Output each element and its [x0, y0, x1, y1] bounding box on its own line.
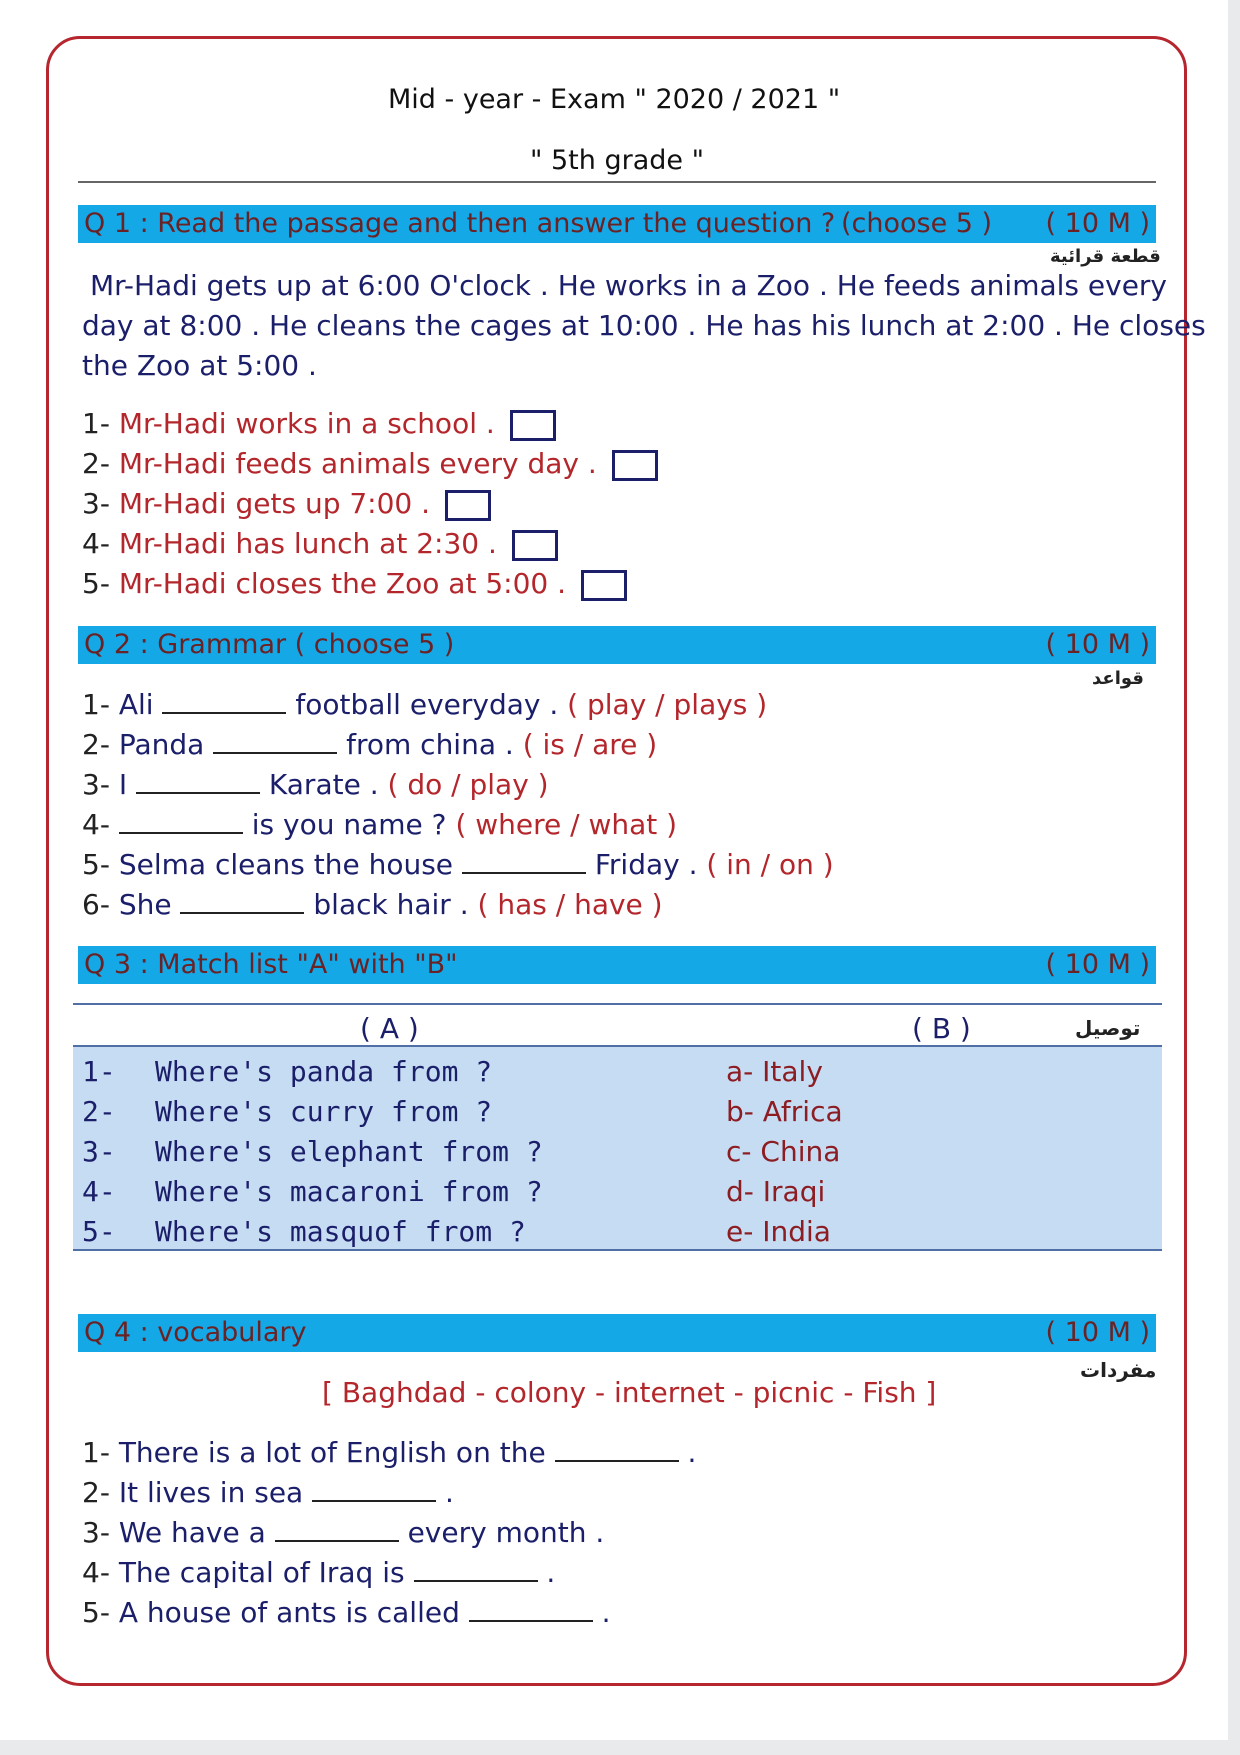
q2-item-5 — [82, 848, 834, 881]
match-top-rule — [73, 1003, 1162, 1005]
q2-arabic-label: قواعد — [1092, 668, 1144, 689]
match-row-number: 3- — [82, 1135, 116, 1168]
column-a-header: ( A ) — [360, 1012, 419, 1045]
answer-blank[interactable] — [136, 768, 260, 794]
q4-item-number: 2- — [82, 1476, 110, 1509]
q1-item-2 — [82, 447, 658, 481]
q1-item-text: Mr-Hadi works in a school . — [118, 407, 495, 440]
passage-line-3: the Zoo at 5:00 . — [82, 349, 317, 382]
q3-arabic-label: توصيل — [1075, 1016, 1141, 1040]
q1-marks: ( 10 M ) — [1045, 208, 1150, 239]
q4-item-3 — [82, 1516, 604, 1549]
q2-item-options: ( is / are ) — [522, 728, 658, 761]
match-answer: e- India — [726, 1215, 831, 1248]
match-row-number: 2- — [82, 1095, 116, 1128]
q4-heading: Q 4 : vocabulary — [84, 1317, 307, 1348]
answer-blank[interactable] — [469, 1596, 593, 1622]
answer-blank[interactable] — [213, 728, 337, 754]
q3-heading: Q 3 : Match list "A" with "B" — [84, 949, 458, 980]
answer-checkbox[interactable] — [510, 410, 556, 441]
q1-item-number: 3- — [82, 487, 110, 520]
q2-item-options: ( where / what ) — [455, 808, 678, 841]
answer-blank[interactable] — [162, 688, 286, 714]
q4-marks: ( 10 M ) — [1045, 1317, 1150, 1348]
q4-item-text: It lives in sea — [118, 1476, 304, 1509]
match-question: Where's macaroni from ? — [155, 1175, 543, 1208]
q4-item-2 — [82, 1476, 454, 1509]
q4-item-after: . — [687, 1436, 697, 1469]
answer-blank[interactable] — [312, 1476, 436, 1502]
q2-item-after: is you name ? — [251, 808, 447, 841]
q1-item-text: Mr-Hadi gets up 7:00 . — [118, 487, 431, 520]
q3-marks: ( 10 M ) — [1045, 949, 1150, 980]
q4-header — [78, 1314, 1156, 1352]
q1-item-1 — [82, 407, 556, 441]
q2-heading: Q 2 : Grammar ( choose 5 ) — [84, 629, 455, 660]
header-divider — [78, 181, 1156, 183]
q1-item-number: 1- — [82, 407, 110, 440]
q1-arabic-label: قطعة قرائية — [1050, 246, 1161, 267]
match-answer: d- Iraqi — [726, 1175, 826, 1208]
match-question: Where's elephant from ? — [155, 1135, 543, 1168]
q2-item-3 — [82, 768, 549, 801]
q2-item-before: Panda — [118, 728, 205, 761]
answer-blank[interactable] — [180, 888, 304, 914]
q1-heading: Q 1 : Read the passage and then answer the question ? — [84, 208, 836, 239]
q2-item-after: Friday . — [594, 848, 698, 881]
q2-marks: ( 10 M ) — [1045, 629, 1150, 660]
match-row-1 — [73, 1055, 1162, 1093]
q1-item-text: Mr-Hadi closes the Zoo at 5:00 . — [118, 567, 566, 600]
q2-item-number: 6- — [82, 888, 110, 921]
exam-title: Mid - year - Exam " 2020 / 2021 " — [388, 84, 841, 115]
q4-item-4 — [82, 1556, 555, 1589]
q2-item-after: from china . — [346, 728, 514, 761]
match-answer: c- China — [726, 1135, 841, 1168]
q2-item-number: 4- — [82, 808, 110, 841]
match-question: Where's curry from ? — [155, 1095, 493, 1128]
match-row-2 — [73, 1095, 1162, 1133]
match-answer: b- Africa — [726, 1095, 843, 1128]
q2-item-number: 1- — [82, 688, 110, 721]
q4-item-after: . — [601, 1596, 611, 1629]
answer-checkbox[interactable] — [612, 450, 658, 481]
q1-item-4 — [82, 527, 558, 561]
answer-blank[interactable] — [414, 1556, 538, 1582]
q2-header — [78, 626, 1156, 664]
q1-header — [78, 205, 1156, 243]
q4-item-number: 4- — [82, 1556, 110, 1589]
answer-blank[interactable] — [462, 848, 586, 874]
match-question: Where's panda from ? — [155, 1055, 493, 1088]
answer-checkbox[interactable] — [512, 530, 558, 561]
q2-item-options: ( in / on ) — [706, 848, 834, 881]
q3-header — [78, 946, 1156, 984]
q2-item-before: Selma cleans the house — [118, 848, 454, 881]
q2-item-options: ( play / plays ) — [567, 688, 768, 721]
q2-item-after: Karate . — [268, 768, 379, 801]
match-row-3 — [73, 1135, 1162, 1173]
match-row-number: 5- — [82, 1215, 116, 1248]
match-row-number: 1- — [82, 1055, 116, 1088]
q4-item-number: 3- — [82, 1516, 110, 1549]
match-table — [73, 1045, 1162, 1251]
answer-checkbox[interactable] — [445, 490, 491, 521]
column-b-header: ( B ) — [912, 1012, 971, 1045]
q1-item-number: 5- — [82, 567, 110, 600]
q2-item-number: 5- — [82, 848, 110, 881]
q4-item-after: every month . — [407, 1516, 605, 1549]
q2-item-6 — [82, 888, 663, 921]
q4-item-text: There is a lot of English on the — [118, 1436, 546, 1469]
q4-item-after: . — [546, 1556, 556, 1589]
q2-item-before: She — [118, 888, 172, 921]
answer-blank[interactable] — [275, 1516, 399, 1542]
q2-item-before: Ali — [118, 688, 154, 721]
q1-item-3 — [82, 487, 491, 521]
q4-item-number: 1- — [82, 1436, 110, 1469]
q2-item-number: 2- — [82, 728, 110, 761]
match-question: Where's masquof from ? — [155, 1215, 526, 1248]
q2-item-options: ( do / play ) — [387, 768, 549, 801]
q2-item-4 — [82, 808, 677, 841]
q4-item-1 — [82, 1436, 696, 1469]
q2-item-options: ( has / have ) — [477, 888, 663, 921]
q1-item-number: 4- — [82, 527, 110, 560]
grade-label: " 5th grade " — [530, 145, 704, 176]
answer-blank[interactable] — [555, 1436, 679, 1462]
match-answer: a- Italy — [726, 1055, 823, 1088]
word-bank: [ Baghdad - colony - internet - picnic - Fish ] — [322, 1376, 937, 1409]
q1-choose: (choose 5 ) — [841, 208, 993, 239]
q4-item-5 — [82, 1596, 611, 1629]
match-row-5 — [73, 1215, 1162, 1253]
q4-item-text: The capital of Iraq is — [118, 1556, 405, 1589]
q2-item-after: black hair . — [313, 888, 469, 921]
q4-item-text: We have a — [118, 1516, 266, 1549]
q4-arabic-label: مفردات — [1080, 1358, 1157, 1382]
passage-line-2: day at 8:00 . He cleans the cages at 10:00 . He has his lunch at 2:00 . He closes — [82, 309, 1206, 342]
q1-item-text: Mr-Hadi has lunch at 2:30 . — [118, 527, 497, 560]
q2-item-1 — [82, 688, 767, 721]
answer-blank[interactable] — [119, 808, 243, 834]
q1-item-text: Mr-Hadi feeds animals every day . — [118, 447, 597, 480]
q2-item-2 — [82, 728, 657, 761]
q1-item-number: 2- — [82, 447, 110, 480]
q4-item-number: 5- — [82, 1596, 110, 1629]
passage-line-1: Mr-Hadi gets up at 6:00 O'clock . He works in a Zoo . He feeds animals every — [90, 269, 1168, 302]
q2-item-before: I — [118, 768, 128, 801]
q2-item-number: 3- — [82, 768, 110, 801]
q2-item-after: football everyday . — [295, 688, 559, 721]
q1-item-5 — [82, 567, 627, 601]
q4-item-after: . — [445, 1476, 454, 1509]
answer-checkbox[interactable] — [581, 570, 627, 601]
match-row-number: 4- — [82, 1175, 116, 1208]
q4-item-text: A house of ants is called — [118, 1596, 460, 1629]
match-row-4 — [73, 1175, 1162, 1213]
